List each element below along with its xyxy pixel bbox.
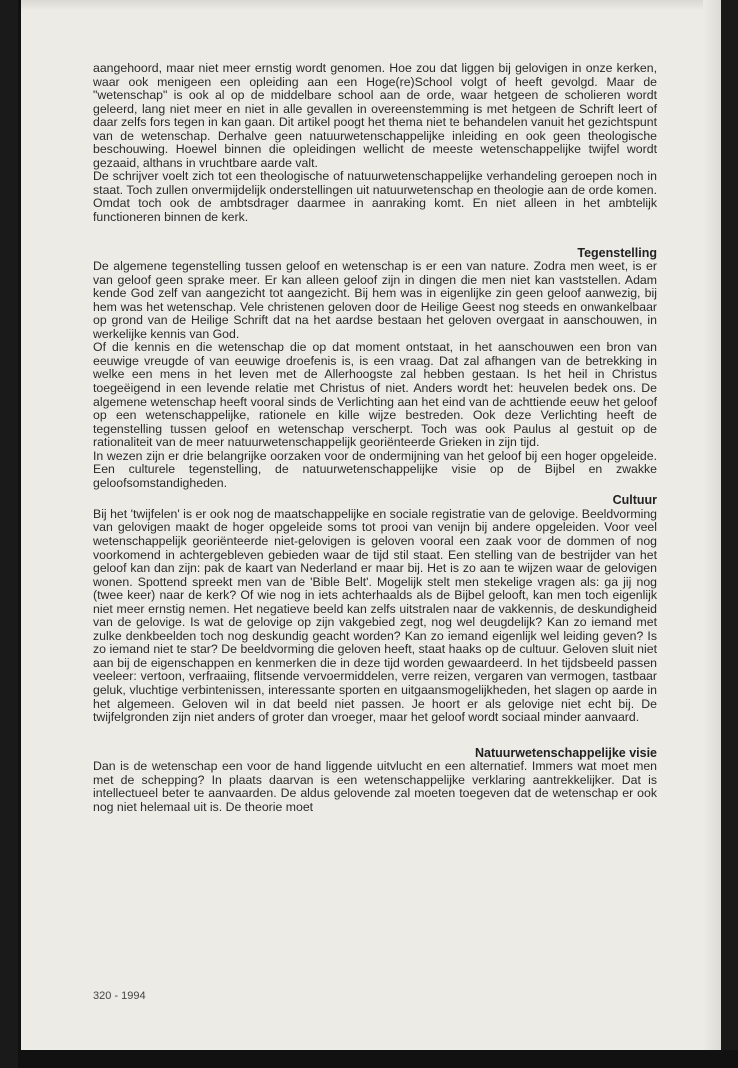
page-number: 320 - 1994 [93,990,146,1002]
section-heading-natuurwetenschappelijke-visie: Natuurwetenschappelijke visie [474,745,657,760]
scan-bottom-edge [18,1050,738,1068]
scan-edge [718,0,738,1068]
section-heading-tegenstelling: Tegenstelling [577,245,657,260]
page-binding-edge [703,0,721,1050]
document-page [18,0,721,1050]
article-body [93,62,657,814]
visie-paragraph-1: Dan is de wetenschap een voor de hand liggende uitvlucht en een alternatief. Immers wat moet men met de schepping? In plaats daarvan is een wetenschappelijke verklaring aantrekkelijker. Dat is intellectueel beter te aanvaarden. De aldus gelovende zal moeten toegeven dat de wetenschap er ook nog niet helemaal uit is. De theorie moet [93,759,657,814]
tegenstelling-paragraph-1: De algemene tegenstelling tussen geloof en wetenschap is er een van nature. Zodra men weet, is er van geloof geen sprake meer. Er kan alleen geloof zijn in dingen die men niet kan vaststellen. Adam kende God zelf van aangezicht tot aangezicht. Bij hem was in eigenlijke zin geen geloof aanwezig, bij hem was het wetenschap. Vele christenen geloven door de Heilige Geest nog steeds en onwankelbaar op grond van de Heilige Schrift dat na het aardse bestaan het geloven overgaat in aanschouwen, in werkelijke kennis van God. [93,259,657,341]
intro-paragraph-1: aangehoord, maar niet meer ernstig wordt genomen. Hoe zou dat liggen bij gelovigen in onze kerken, waar ook menigeen een opleiding aan een Hoge(re)School volgt of heeft gevolgd. Maar de "wetenschap" is ook al op de middelbare school aan de orde, waar hetgeen de scholieren wordt geleerd, lang niet meer en niet in alle gevallen in overeenstemming is met hetgeen de Schrift leert of daar zelfs fors tegen in kan gaan. Dit artikel poogt het thema niet te behandelen vanuit het gezichtspunt van de wetenschap. Derhalve geen natuurwetenschappelijke inleiding en ook geen theologische beschouwing. Hoewel binnen die opleidingen wellicht de meeste wetenschappelijke twijfel wordt gezaaid, althans in vruchtbare aarde valt. [93,61,657,170]
cultuur-paragraph-1: Bij het 'twijfelen' is er ook nog de maatschappelijke en sociale registratie van de gelovige. Beeldvorming van gelovigen maakt de hoger opgeleide soms tot prooi van venijn bij andere opgeleiden. Voor veel wetenschappelijk georiënteerde niet-gelovigen is geloven vooral een zaak voor de dommen of nog voorkomend in achtergebleven gebieden waar de tijd stil staat. Een stelling van de bestrijder van het geloof kan dan zijn: pak de kaart van Nederland er maar bij. Het is zo aan te wijzen waar de gelovigen wonen. Spottend spreekt men van de 'Bible Belt'. Mogelijk stelt men stekelige vragen als: ga jij nog (twee keer) naar de kerk? Of wie nog in iets achterhaalds als de Bijbel gelooft, kan men toch eigenlijk niet meer ernstig nemen. Het negatieve beeld kan zelfs uitstralen naar de vakkennis, de deskundigheid van de gelovige. Is wat de gelovige op zijn vakgebied zegt, nog wel deugdelijk? Kan zo iemand met zulke denkbeelden toch nog deskundig geacht worden? Kan zo iemand eigenlijk wel leiding geven? Is zo iemand niet te star? De beeldvorming die geloven heeft, staat haaks op de cultuur. Geloven sluit niet aan bij de eigenschappen en kenmerken die in deze tijd worden gewaardeerd. In het tijdsbeeld passen veeleer: vertoon, verfraaiing, flitsende vervoermiddelen, verre reizen, vergaren van vermogen, tastbaar geluk, vluchtige verbintenissen, interessante sporten en uitgaansmogelijkheden, het slagen op aarde in het algemeen. Geloven wil in dat beeld niet passen. Je hoort er als gelovige niet echt bij. De twijfelgronden zijn niet anders of groter dan vroeger, maar het geloof wordt sociaal minder aanvaard. [93,506,657,725]
section-heading-cultuur: Cultuur [612,493,657,508]
tegenstelling-paragraph-2: Of die kennis en die wetenschap die op dat moment ontstaat, in het aanschouwen een bron van eeuwige vreugde of van eeuwige droefenis is, is een vraag. Dat zal afhangen van de betrekking in welke een mens in het leven met de Allerhoogste zal hebben gestaan. Is het heil in Christus toegeëigend in een levende relatie met Christus of niet. Anders wordt het: heuvelen bedek ons. De algemene wetenschap heeft vooral sinds de Verlichting aan het eind van de achttiende eeuw het geloof op een wetenschappelijke, rationele en kille wijze bestreden. Ook deze Verlichting heeft de tegenstelling tussen geloof en wetenschap verscherpt. Toch was ook Paulus al gestuit op de rationaliteit van de meer natuurwetenschappelijk georiënteerde Grieken in zijn tijd. [93,340,657,450]
page-top-shadow [21,0,721,10]
intro-paragraph-2: De schrijver voelt zich tot een theologische of natuurwetenschappelijke verhandeling geroepen noch in staat. Toch zullen onvermijdelijk onderstellingen uit natuurwetenschap en theologie aan de orde komen. Omdat toch ook de ambtsdrager daarmee in aanraking komt. En niet alleen in het ambtelijk functioneren binnen de kerk. [93,169,657,225]
tegenstelling-paragraph-3: In wezen zijn er drie belangrijke oorzaken voor de ondermijning van het geloof bij een hoger opgeleide. Een culturele tegenstelling, de natuurwetenschappelijke visie op de Bijbel en zwakke geloofsomstandigheden. [93,448,657,490]
